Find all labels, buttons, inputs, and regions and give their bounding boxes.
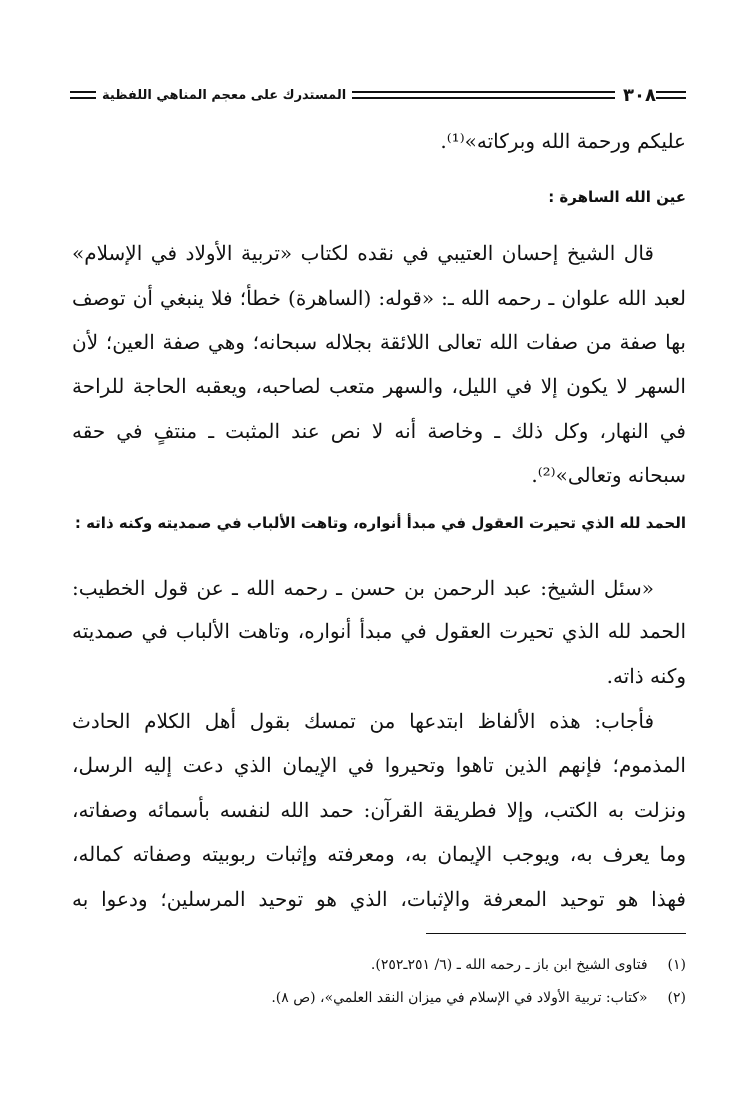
footnote-text: فتاوى الشيخ ابن باز ـ رحمه الله ـ (٦/ ٢٥١ـ٢٥٢).	[370, 957, 648, 973]
text-line: وما يعرف به، ويوجب الإيمان به، ومعرفته وإثبات ربوبيته وصفاته كماله،	[72, 842, 686, 866]
text-line: المذموم؛ فإنهم الذين تاهوا وتحيروا في الإيمان الذي دعت إليه الرسل،	[72, 753, 686, 777]
footnote-number: (١)	[667, 957, 686, 973]
text-line: ونزلت به الكتب، وإلا فطريقة القرآن: حمد الله لنفسه بأسمائه وصفاته،	[72, 798, 686, 822]
text-line: قال الشيخ إحسان العتيبي في نقده لكتاب «تربية الأولاد في الإسلام»	[72, 241, 654, 265]
page-number: ٣٠٨	[623, 84, 656, 106]
text-line: في النهار، وكل ذلك ـ وخاصة أنه لا نص عند المثبت ـ منتفٍ في حقه	[72, 419, 686, 443]
section-heading: عين الله الساهرة :	[548, 188, 686, 206]
text-line: فأجاب: هذه الألفاظ ابتدعها من تمسك بقول أهل الكلام الحادث	[72, 709, 654, 733]
footnote-number: (٢)	[667, 990, 686, 1006]
footnote	[200, 985, 686, 1011]
section-heading: الحمد لله الذي تحيرت العقول في مبدأ أنواره، وتاهت الألباب في صمديته وكنه ذاته :	[74, 514, 686, 532]
footnote-separator	[426, 933, 686, 934]
footnote-text: «كتاب: تربية الأولاد في الإسلام في ميزان النقد العلمي»، (ص ٨).	[271, 990, 648, 1006]
header-rule-right	[656, 91, 686, 99]
text-line: فهذا هو توحيد المعرفة والإثبات، الذي هو توحيد المرسلين؛ ودعوا به	[72, 887, 686, 911]
running-header	[70, 84, 686, 106]
text-line: عليكم ورحمة الله وبركاته»⁽¹⁾.	[440, 129, 686, 153]
text-line: «سئل الشيخ: عبد الرحمن بن حسن ـ رحمه الله ـ عن قول الخطيب:	[72, 576, 654, 600]
text-line: السهر لا يكون إلا في الليل، والسهر متعب لصاحبه، ويعقبه الحاجة للراحة	[72, 374, 686, 398]
text-line: بها صفة من صفات الله تعالى اللائقة بجلاله سبحانه؛ وهي صفة العين؛ لأن	[72, 330, 686, 354]
footnote	[200, 952, 686, 978]
header-rule-left	[70, 91, 96, 99]
text-line: لعبد الله علوان ـ رحمه الله ـ: «قوله: (الساهرة) خطأ؛ فلا ينبغي أن توصف	[72, 286, 686, 310]
header-rule-middle	[352, 91, 615, 99]
text-line: وكنه ذاته.	[606, 664, 686, 688]
running-title: المستدرك على معجم المناهي اللفظية	[102, 87, 347, 103]
text-line: سبحانه وتعالى»⁽²⁾.	[531, 463, 686, 487]
text-line: الحمد لله الذي تحيرت العقول في مبدأ أنواره، وتاهت الألباب في صمديته	[72, 619, 686, 643]
